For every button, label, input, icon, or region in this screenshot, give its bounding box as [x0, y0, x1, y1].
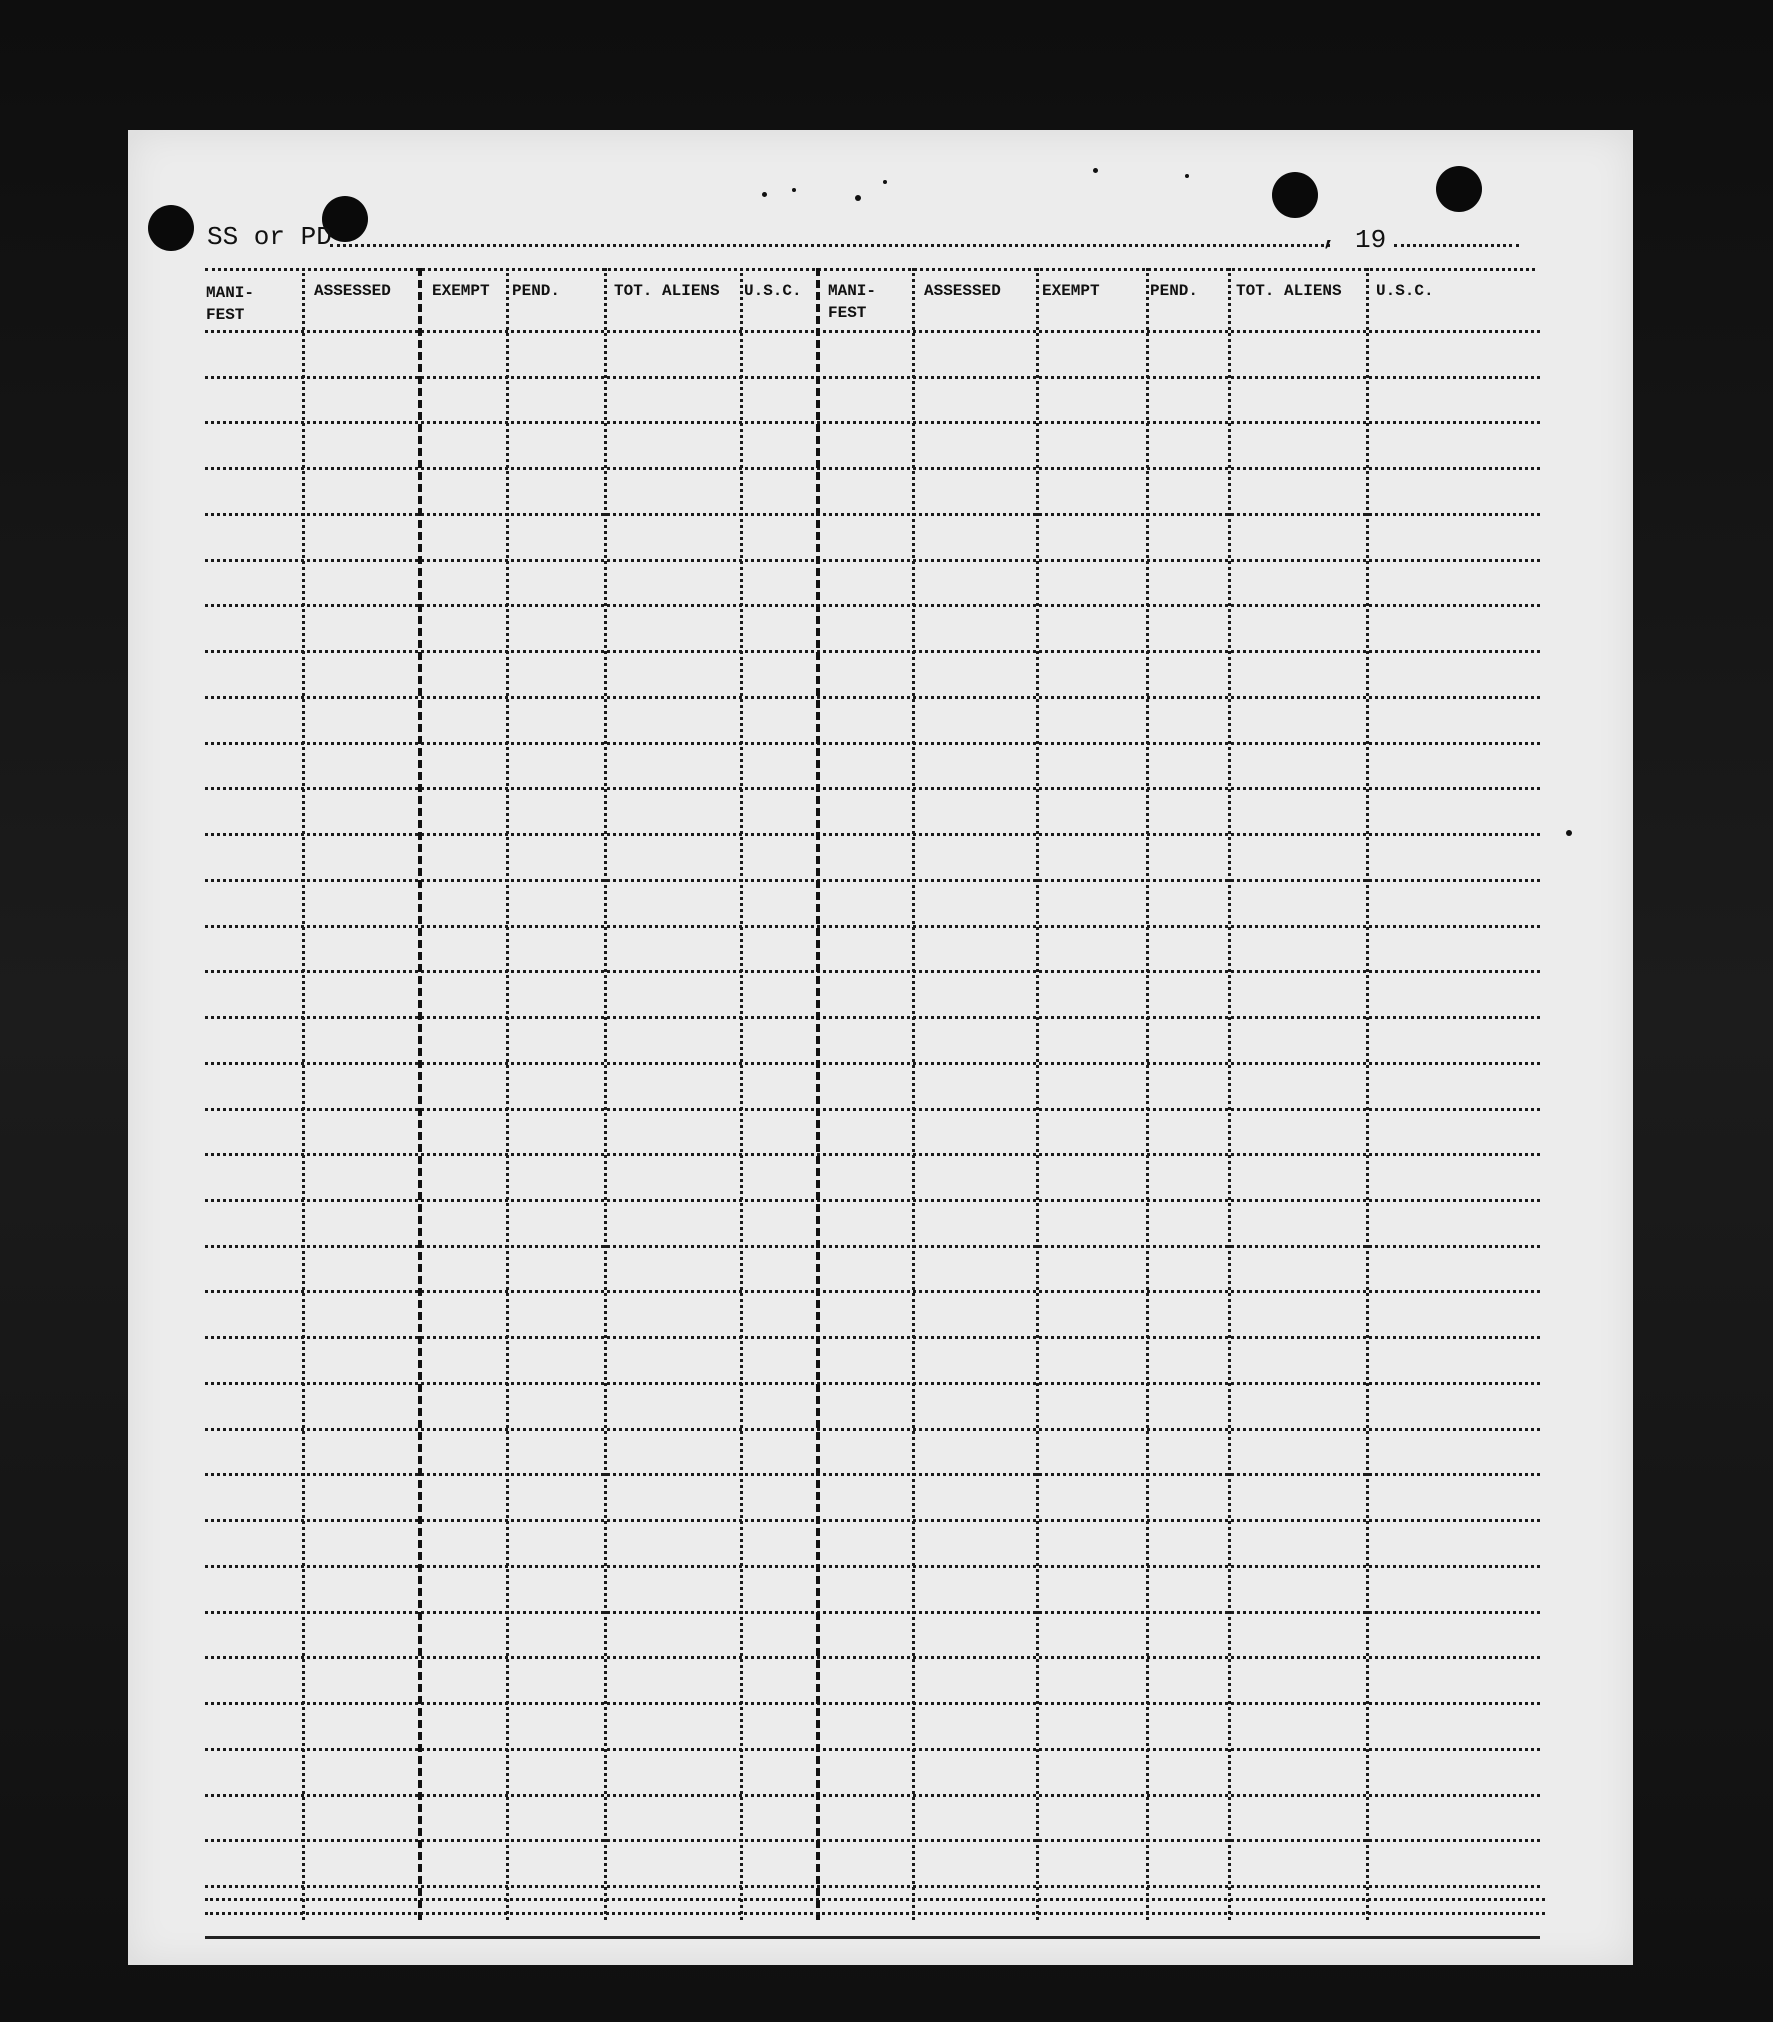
bottom-border	[205, 1936, 1540, 1939]
form-row-line	[205, 330, 1540, 333]
form-row-line	[205, 559, 1540, 562]
bottom-rule-1	[205, 1898, 1545, 1901]
form-row-line	[205, 1748, 1540, 1751]
form-row-line	[205, 513, 1540, 516]
form-row-line	[205, 1382, 1540, 1385]
col-header-manifest-1: MANI- FEST	[206, 284, 255, 324]
speck	[762, 192, 767, 197]
form-column-divider	[1228, 268, 1231, 1920]
form-row-line	[205, 1199, 1540, 1202]
speck	[1185, 174, 1189, 178]
form-row-line	[205, 467, 1540, 470]
form-row-line	[205, 1473, 1540, 1476]
form-row-line	[205, 1839, 1540, 1842]
form-row-line	[205, 1336, 1540, 1339]
form-row-line	[205, 742, 1540, 745]
form-row-line	[205, 1290, 1540, 1293]
form-row-line	[205, 970, 1540, 973]
form-row-line	[205, 879, 1540, 882]
vessel-field-label: SS or PD	[207, 222, 332, 252]
form-column-divider	[506, 268, 509, 1920]
form-column-divider	[1146, 268, 1149, 1920]
form-row-line	[205, 787, 1540, 790]
speck	[855, 195, 861, 201]
form-column-divider	[604, 268, 607, 1920]
col-header-tot-aliens-1: TOT. ALIENS	[614, 282, 720, 300]
form-row-line	[205, 1428, 1540, 1431]
col-header-usc-1: U.S.C.	[744, 282, 802, 300]
form-row-line	[205, 925, 1540, 928]
form-row-line	[205, 650, 1540, 653]
form-column-divider	[912, 268, 915, 1920]
form-row-line	[205, 1702, 1540, 1705]
punch-hole-right-2	[1436, 166, 1482, 212]
date-comma: ,	[1322, 222, 1338, 252]
form-column-divider	[816, 268, 820, 1920]
col-header-usc-2: U.S.C.	[1376, 282, 1434, 300]
form-column-divider	[302, 268, 305, 1920]
form-row-line	[205, 1656, 1540, 1659]
form-column-divider	[1366, 268, 1369, 1920]
col-header-tot-aliens-2: TOT. ALIENS	[1236, 282, 1342, 300]
form-row-line	[205, 1016, 1540, 1019]
speck	[1093, 168, 1098, 173]
punch-hole-right-1	[1272, 172, 1318, 218]
col-header-manifest-2: MANI- FEST	[828, 282, 877, 322]
form-row-line	[205, 696, 1540, 699]
col-header-exempt-2: EXEMPT	[1042, 282, 1100, 300]
col-header-assessed-2: ASSESSED	[924, 282, 1001, 300]
form-row-line	[205, 1565, 1540, 1568]
col-header-pend-2: PEND.	[1150, 282, 1199, 300]
form-row-line	[205, 376, 1540, 379]
header-rule	[205, 268, 1535, 271]
col-header-pend-1: PEND.	[512, 282, 561, 300]
form-column-divider	[1036, 268, 1039, 1920]
form-row-line	[205, 1245, 1540, 1248]
punch-hole-left-1	[148, 205, 194, 251]
form-sheet	[128, 130, 1633, 1965]
speck	[1566, 830, 1572, 836]
form-row-line	[205, 1794, 1540, 1797]
year-label: 19	[1355, 225, 1387, 255]
form-column-divider	[418, 268, 422, 1920]
form-row-line	[205, 1611, 1540, 1614]
form-row-line	[205, 1885, 1540, 1888]
speck	[792, 188, 796, 192]
form-row-line	[205, 1153, 1540, 1156]
speck	[883, 180, 887, 184]
year-field-line	[1394, 244, 1519, 247]
col-header-exempt-1: EXEMPT	[432, 282, 490, 300]
col-header-assessed-1: ASSESSED	[314, 282, 391, 300]
form-row-line	[205, 1108, 1540, 1111]
form-row-line	[205, 833, 1540, 836]
bottom-rule-2	[205, 1912, 1545, 1915]
form-row-line	[205, 604, 1540, 607]
form-row-line	[205, 1062, 1540, 1065]
vessel-field-line	[330, 244, 1330, 247]
form-row-line	[205, 421, 1540, 424]
form-column-divider	[740, 268, 743, 1920]
form-row-line	[205, 1519, 1540, 1522]
